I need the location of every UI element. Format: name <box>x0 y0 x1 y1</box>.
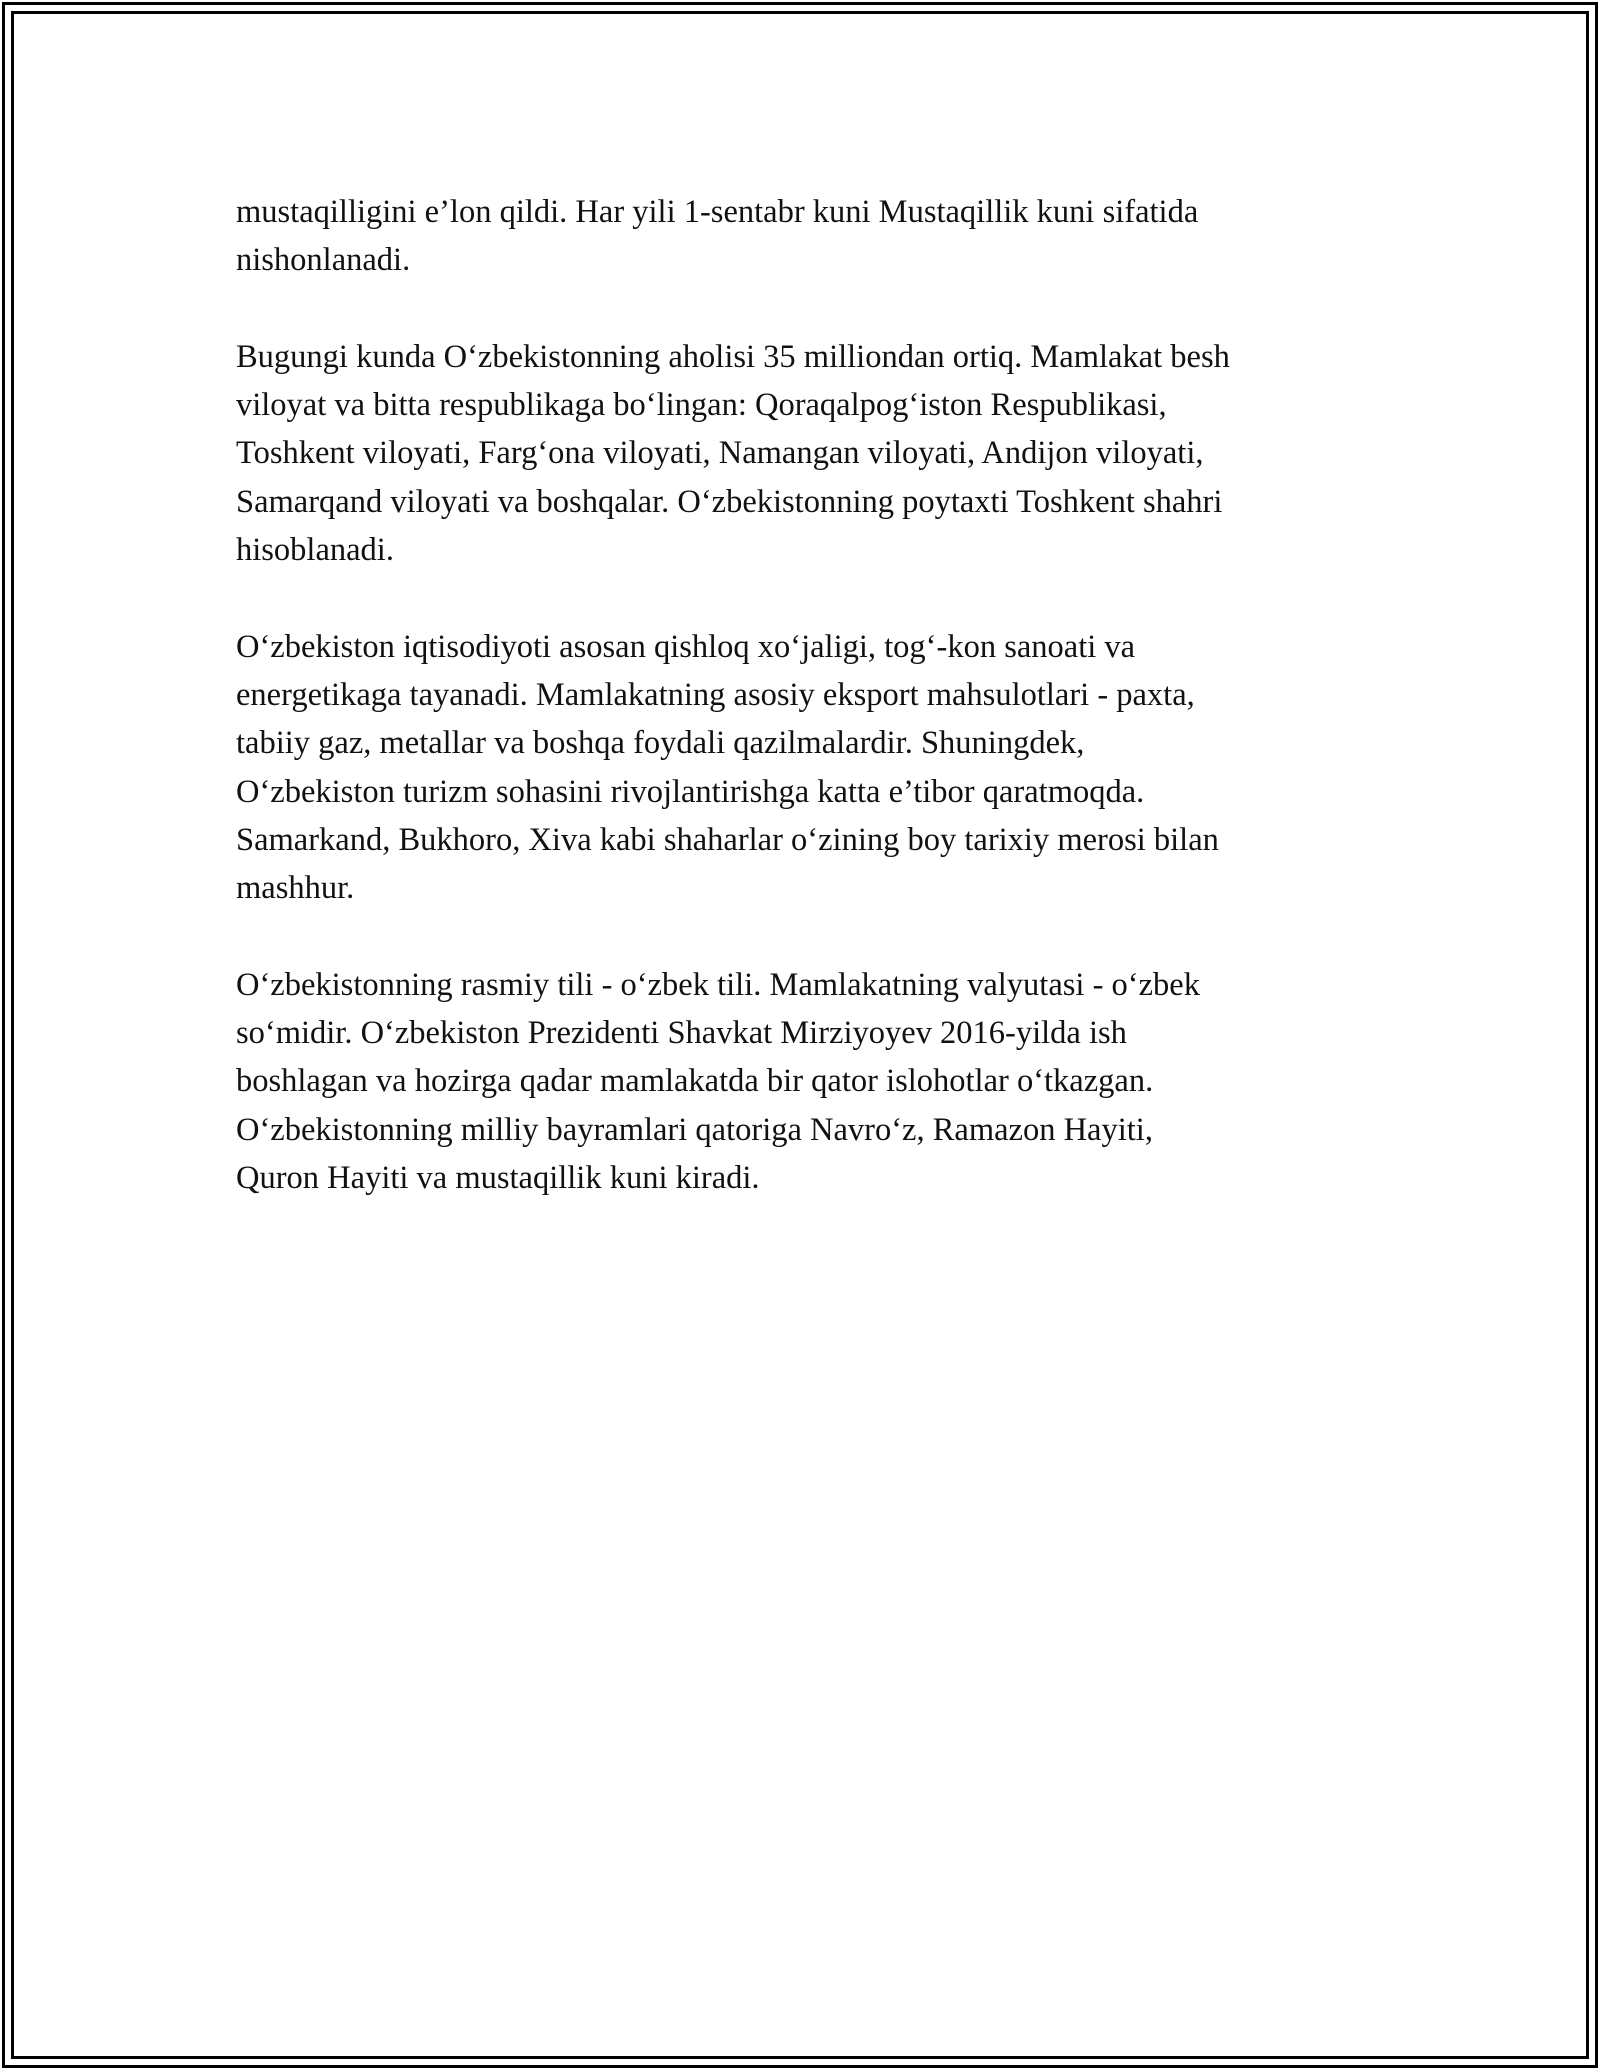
text-line: O‘zbekiston turizm sohasini rivojlantirishga katta e’tibor qaratmoqda. <box>236 773 1145 810</box>
text-line: mashhur. <box>236 870 355 907</box>
paragraph-2 <box>236 333 1366 574</box>
text-line: viloyat va bitta respublikaga bo‘lingan: Qoraqalpog‘iston Respublikasi, <box>236 387 1167 424</box>
text-line: tabiiy gaz, metallar va boshqa foydali qazilmalardir. Shuningdek, <box>236 725 1085 762</box>
paragraph-3 <box>236 623 1366 913</box>
text-line: O‘zbekistonning rasmiy tili - o‘zbek tili. Mamlakatning valyutasi - o‘zbek <box>236 966 1200 1003</box>
text-line: O‘zbekiston iqtisodiyoti asosan qishloq xo‘jaligi, tog‘-kon sanoati va <box>236 628 1136 665</box>
document-body <box>236 188 1366 1251</box>
text-line: Samarqand viloyati va boshqalar. O‘zbekistonning poytaxti Toshkent shahri <box>236 483 1223 520</box>
text-line: hisoblanadi. <box>236 532 394 569</box>
text-line: Toshkent viloyati, Farg‘ona viloyati, Namangan viloyati, Andijon viloyati, <box>236 435 1204 472</box>
text-line: Samarkand, Bukhoro, Xiva kabi shaharlar o‘zining boy tarixiy merosi bilan <box>236 821 1219 858</box>
text-line: O‘zbekistonning milliy bayramlari qatoriga Navro‘z, Ramazon Hayiti, <box>236 1111 1153 1148</box>
text-line: nishonlanadi. <box>236 242 411 279</box>
text-line: energetikaga tayanadi. Mamlakatning asosiy eksport mahsulotlari - paxta, <box>236 676 1195 713</box>
text-line: Quron Hayiti va mustaqillik kuni kiradi. <box>236 1159 760 1196</box>
text-line: mustaqilligini e’lon qildi. Har yili 1-sentabr kuni Mustaqillik kuni sifatida <box>236 194 1199 230</box>
text-line: Bugungi kunda O‘zbekistonning aholisi 35 milliondan ortiq. Mamlakat besh <box>236 338 1230 375</box>
text-line: so‘midir. O‘zbekiston Prezidenti Shavkat Mirziyoyev 2016-yilda ish <box>236 1015 1127 1052</box>
text-line: boshlagan va hozirga qadar mamlakatda bir qator islohotlar o‘tkazgan. <box>236 1063 1154 1100</box>
paragraph-4 <box>236 961 1366 1202</box>
paragraph-1 <box>236 188 1366 285</box>
